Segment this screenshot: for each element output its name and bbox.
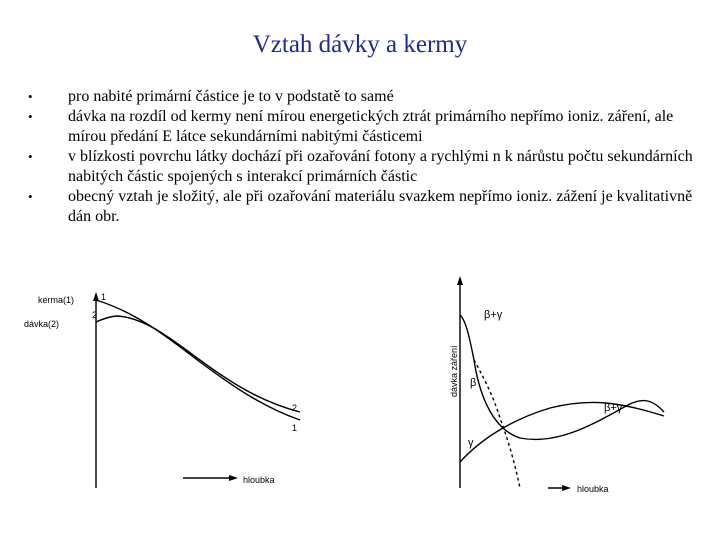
bullet-dot: •: [28, 189, 33, 204]
bullet-dot: •: [28, 149, 33, 164]
gamma-label: γ: [468, 437, 474, 449]
y-axis-arrow: [457, 276, 463, 285]
kerma-curve-end-label: 1: [292, 423, 298, 433]
beta-curve: [474, 360, 520, 488]
x-axis-arrow: [562, 485, 571, 491]
x-axis-label: hloubka: [243, 475, 275, 485]
kerma-axis-label: kerma(1): [38, 295, 75, 305]
dose-curve-end-label: 2: [292, 403, 298, 413]
beta-gamma-total-curve: [460, 315, 664, 439]
dose-curve-label: 2: [92, 310, 98, 320]
dose-axis-label: dávka záření: [449, 345, 459, 397]
bullet-text: pro nabité primární částice je to v podstatě to samé: [68, 88, 394, 105]
bullet-dot: •: [28, 89, 33, 104]
bullet-dot: •: [28, 109, 33, 124]
x-axis-label: hloubka: [577, 484, 609, 494]
kerma-curve-label: 1: [101, 292, 107, 302]
beta-gamma-label-right: β+γ: [604, 402, 623, 414]
bullet-text: v blízkosti povrchu látky dochází při ozařování fotony a rychlými n k nárůstu počtu sekundárních nabitých částic spojených s interakcí primárních částic: [68, 148, 693, 185]
slide-title: Vztah dávky a kermy: [252, 31, 468, 58]
dose-axis-label: dávka(2): [24, 319, 60, 329]
bullet-text: obecný vztah je složitý, ale při ozařování materiálu svazkem nepřímo ioniz. zážení je kvalitativně dán obr.: [68, 188, 693, 225]
bullet-text: dávka na rozdíl od kermy není mírou energetických ztrát primárního nepřímo ioniz. záření, ale mírou předání E látce sekundárními nabitými částicemi: [68, 108, 674, 145]
beta-gamma-label-top: β+γ: [484, 309, 503, 321]
beta-label: β: [470, 377, 477, 389]
